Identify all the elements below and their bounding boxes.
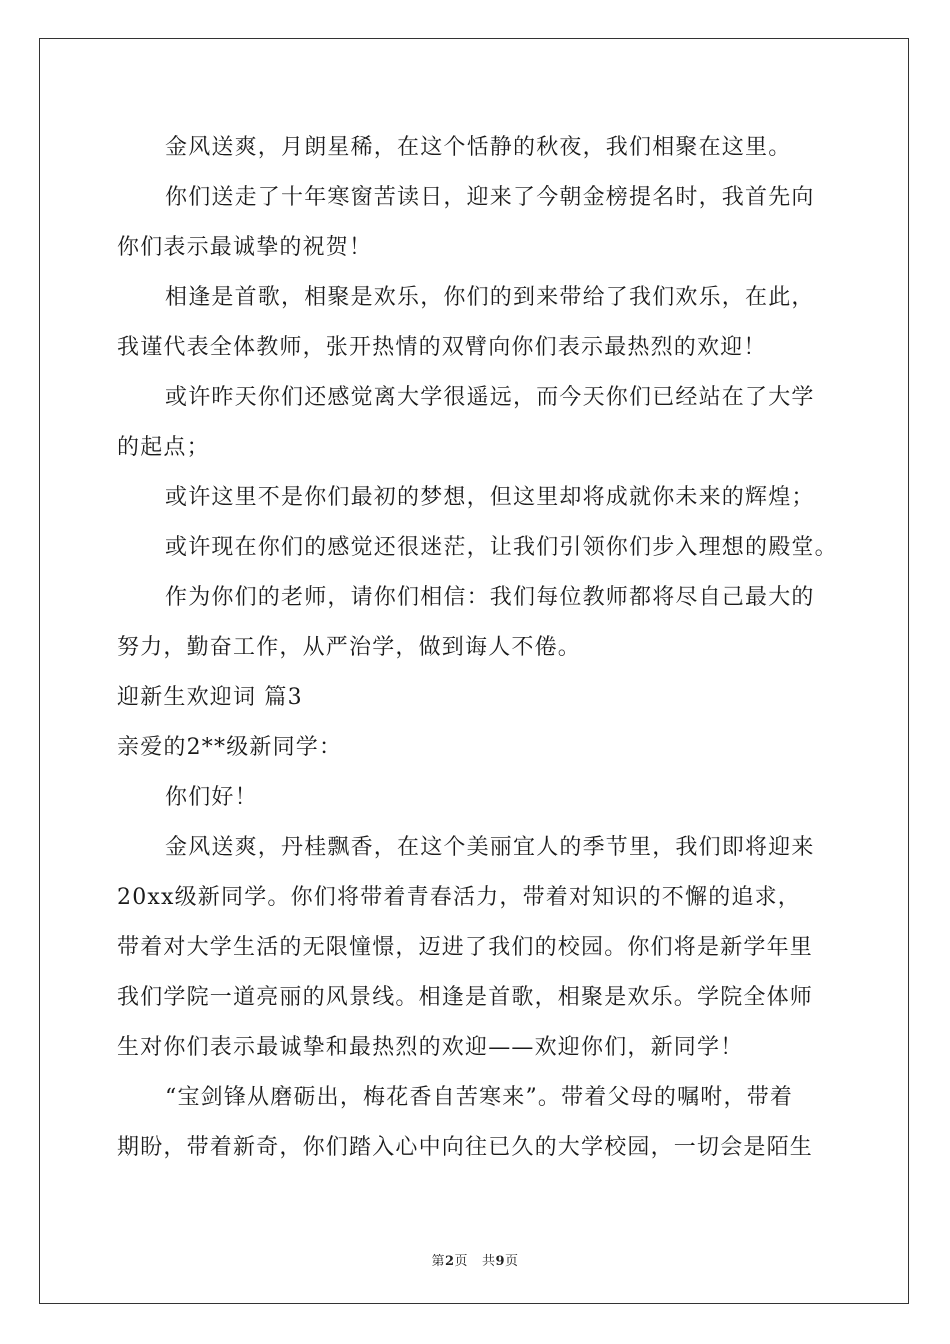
section-heading: 迎新生欢迎词 篇3 (117, 685, 303, 710)
page-prefix: 第 (431, 1254, 445, 1269)
total-suffix: 页 (505, 1254, 519, 1269)
paragraph-line: 我谨代表全体教师，张开热情的双臂向你们表示最热烈的欢迎！ (117, 335, 767, 360)
total-prefix: 共 (481, 1254, 496, 1269)
paragraph-line: 你们送走了十年寒窗苦读日，迎来了今朝金榜提名时，我首先向 (165, 185, 815, 210)
greeting: 你们好！ (165, 785, 258, 810)
paragraph-line: 你们表示最诚挚的祝贺！ (117, 235, 373, 260)
paragraph-line: 20xx级新同学。你们将带着青春活力，带着对知识的不懈的追求， (117, 885, 802, 910)
paragraph-line: 或许这里不是你们最初的梦想，但这里却将成就你未来的辉煌； (165, 485, 815, 510)
paragraph-line: 作为你们的老师，请你们相信：我们每位教师都将尽自己最大的 (165, 585, 815, 610)
total-pages: 9 (495, 1254, 506, 1269)
salutation: 亲爱的2**级新同学： (117, 735, 343, 760)
paragraph-line: 金风送爽，月朗星稀，在这个恬静的秋夜，我们相聚在这里。 (165, 135, 792, 160)
paragraph-line: 的起点； (117, 435, 210, 460)
page-number: 2 (444, 1254, 455, 1269)
page-footer (0, 1250, 950, 1269)
paragraph-line: 生对你们表示最诚挚和最热烈的欢迎——欢迎你们，新同学！ (117, 1035, 744, 1060)
paragraph-line: 带着对大学生活的无限憧憬，迈进了我们的校园。你们将是新学年里 (117, 935, 814, 960)
paragraph-line: 或许现在你们的感觉还很迷茫，让我们引领你们步入理想的殿堂。 (165, 535, 838, 560)
paragraph-line: 金风送爽，丹桂飘香，在这个美丽宜人的季节里，我们即将迎来 (165, 835, 815, 860)
paragraph-line: “宝剑锋从磨砺出，梅花香自苦寒来”。带着父母的嘱咐，带着 (165, 1085, 794, 1110)
paragraph-line: 努力，勤奋工作，从严治学，做到诲人不倦。 (117, 635, 582, 660)
paragraph-line: 或许昨天你们还感觉离大学很遥远，而今天你们已经站在了大学 (165, 385, 815, 410)
document-body (117, 128, 837, 1178)
paragraph-line: 期盼，带着新奇，你们踏入心中向往已久的大学校园，一切会是陌生 (117, 1135, 814, 1160)
paragraph-line: 我们学院一道亮丽的风景线。相逢是首歌，相聚是欢乐。学院全体师 (117, 985, 814, 1010)
page-suffix: 页 (454, 1254, 469, 1269)
paragraph-line: 相逢是首歌，相聚是欢乐，你们的到来带给了我们欢乐，在此， (165, 285, 815, 310)
